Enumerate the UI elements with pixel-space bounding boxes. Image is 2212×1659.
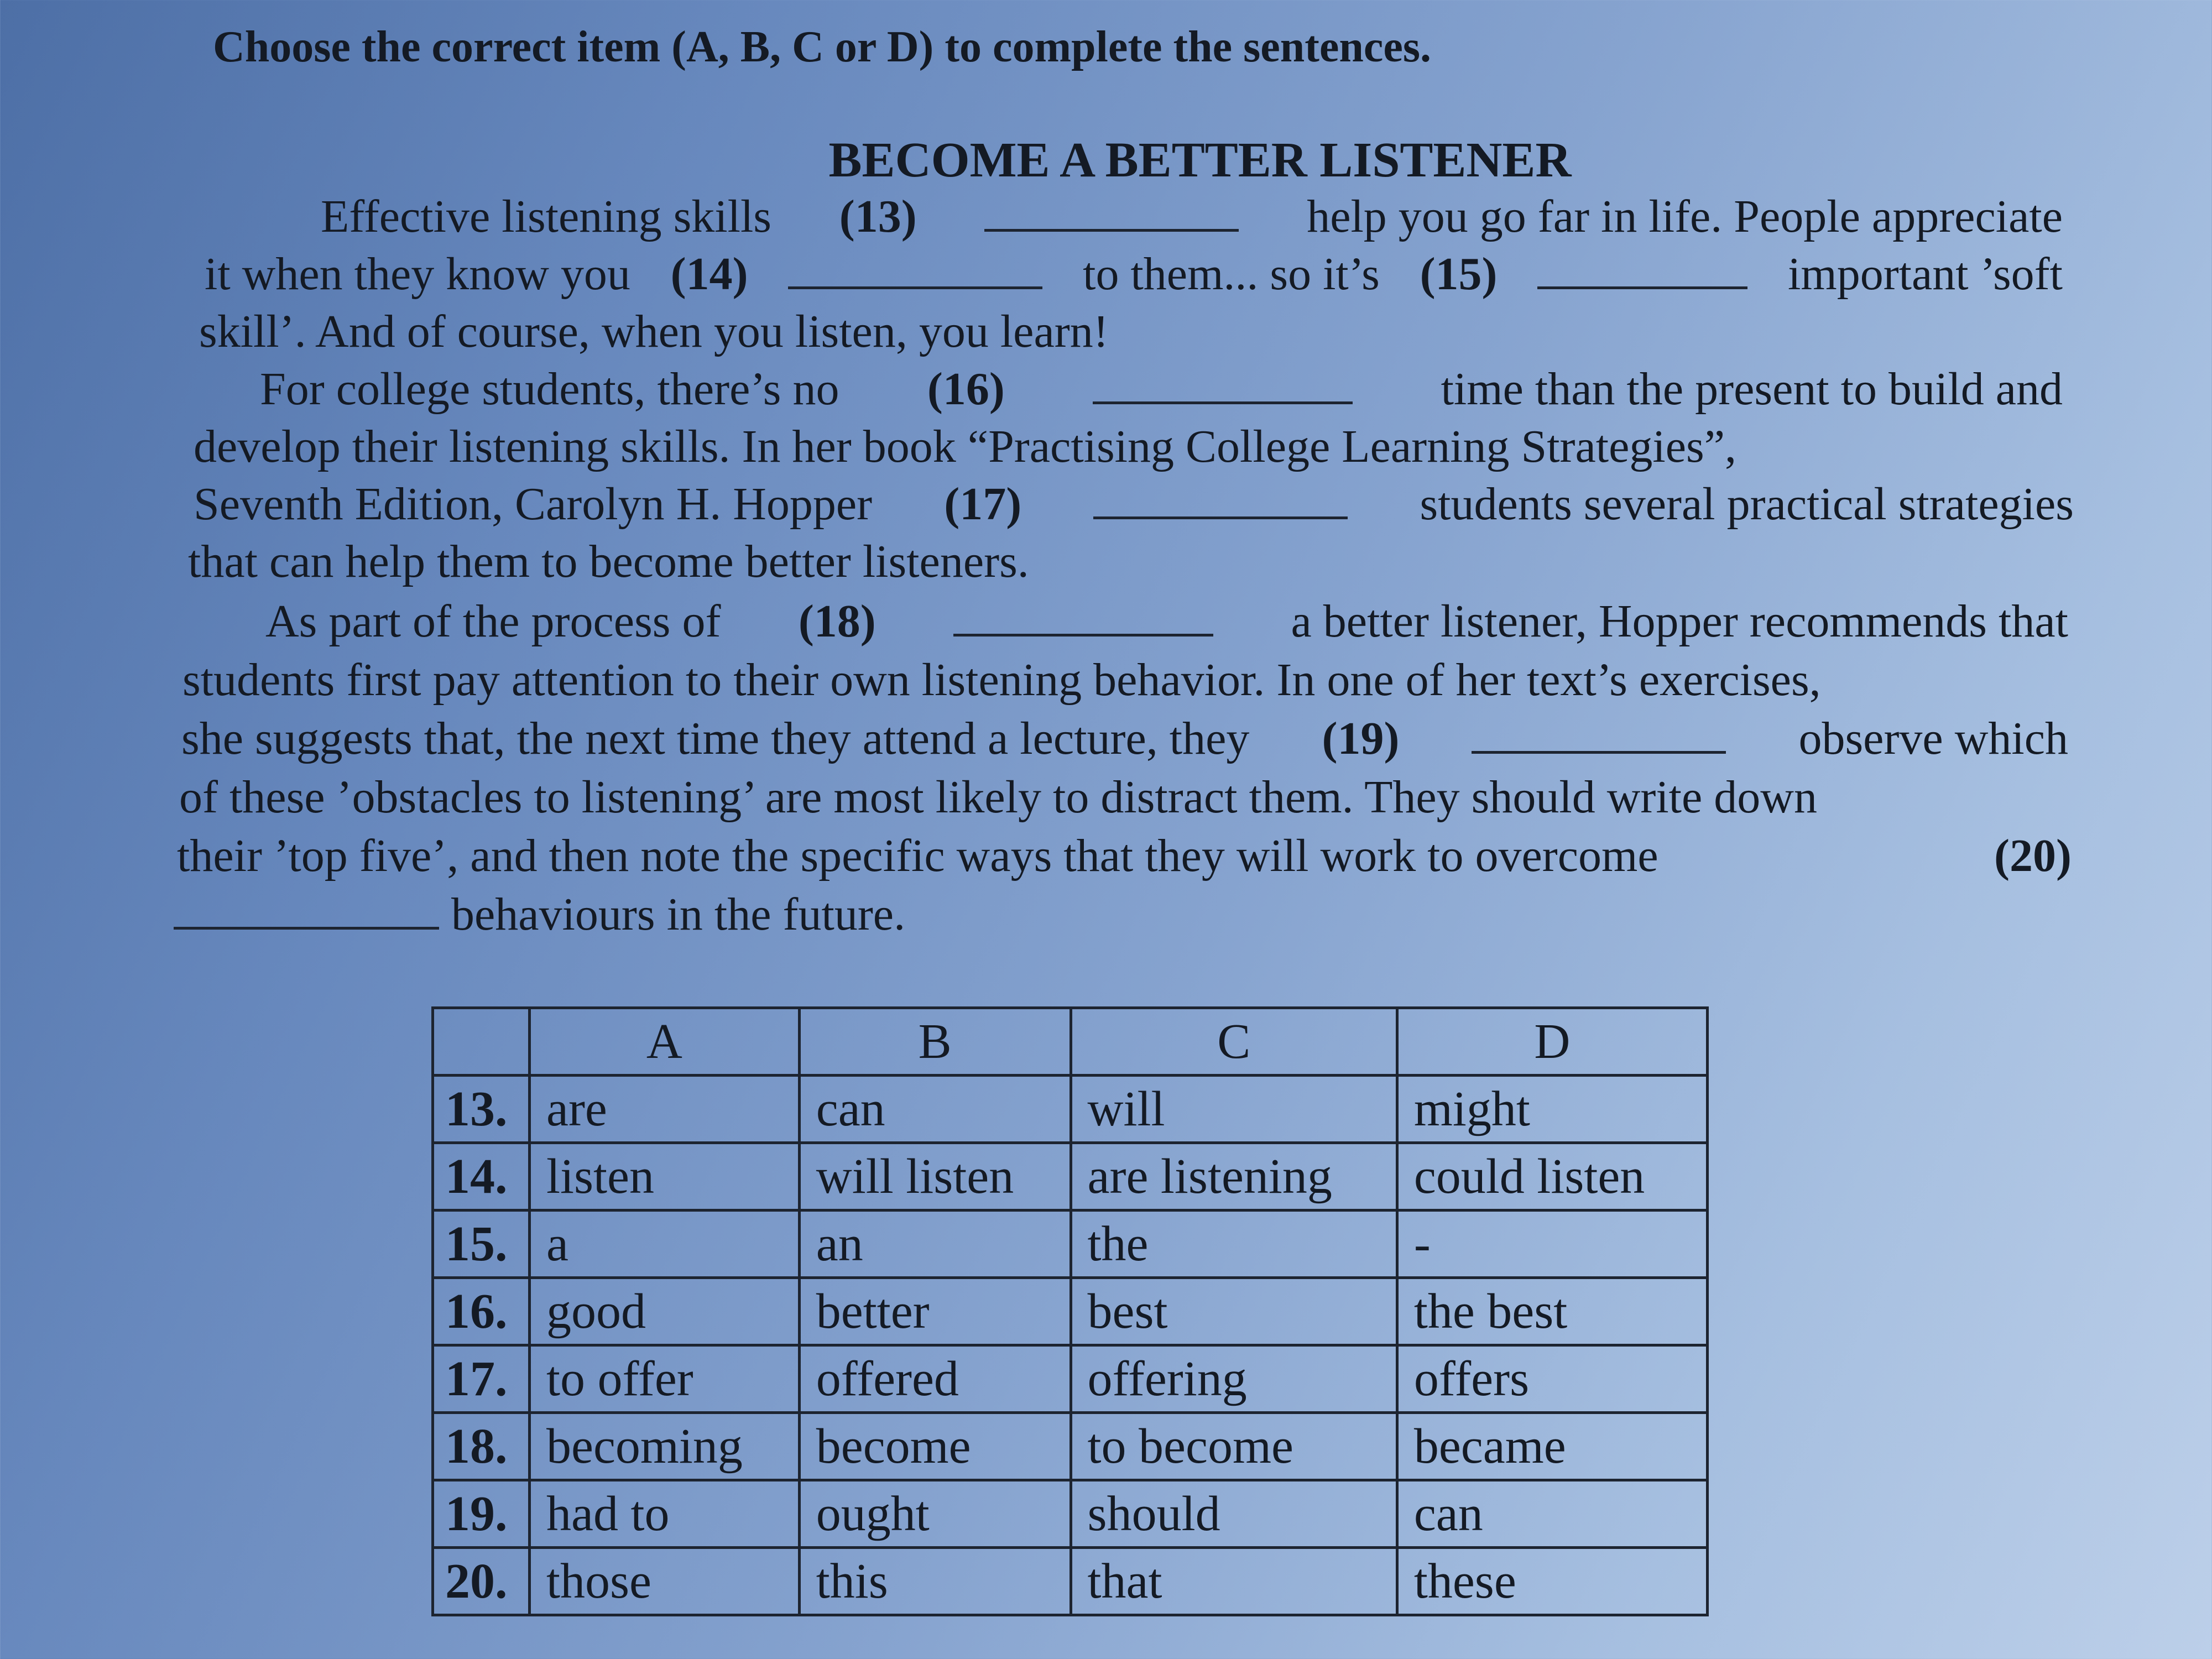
question-number: 13. bbox=[433, 1076, 530, 1143]
gap-number-14: (14) bbox=[670, 248, 748, 300]
option-a[interactable]: becoming bbox=[530, 1413, 800, 1480]
question-number: 16. bbox=[433, 1278, 530, 1345]
text-segment: time than the present to build and bbox=[1441, 363, 2063, 415]
option-b[interactable]: become bbox=[799, 1413, 1071, 1480]
option-c[interactable]: offering bbox=[1071, 1345, 1397, 1413]
option-a[interactable]: are bbox=[530, 1076, 800, 1143]
gap-number-18: (18) bbox=[798, 596, 876, 647]
table-row bbox=[433, 1345, 1708, 1413]
option-c[interactable]: the bbox=[1071, 1211, 1397, 1278]
paragraph-2 bbox=[182, 361, 2074, 591]
option-c[interactable]: are listening bbox=[1071, 1143, 1397, 1211]
paragraph-line bbox=[179, 769, 2069, 826]
paragraph-line bbox=[265, 593, 2068, 650]
gap-blank-13[interactable] bbox=[984, 196, 1239, 232]
option-b[interactable]: offered bbox=[799, 1345, 1071, 1413]
gap-blank-15[interactable] bbox=[1537, 253, 1747, 289]
option-c[interactable]: will bbox=[1071, 1076, 1397, 1143]
option-a[interactable]: listen bbox=[530, 1143, 800, 1211]
option-a[interactable]: to offer bbox=[530, 1345, 800, 1413]
option-b[interactable]: can bbox=[799, 1076, 1071, 1143]
option-d[interactable]: could listen bbox=[1397, 1143, 1707, 1211]
table-row bbox=[433, 1211, 1708, 1278]
answer-options-table bbox=[431, 1006, 1709, 1616]
option-b[interactable]: ought bbox=[799, 1480, 1071, 1548]
option-c[interactable]: should bbox=[1071, 1480, 1397, 1548]
gap-number-16: (16) bbox=[927, 363, 1005, 415]
gap-number-13: (13) bbox=[839, 191, 917, 242]
option-a[interactable]: good bbox=[530, 1278, 800, 1345]
table-header-row bbox=[433, 1008, 1708, 1076]
option-d[interactable]: might bbox=[1397, 1076, 1707, 1143]
instruction: Choose the correct item (A, B, C or D) to complete the sentences. bbox=[213, 23, 1432, 71]
option-d[interactable]: these bbox=[1397, 1548, 1707, 1615]
gap-number-19: (19) bbox=[1322, 713, 1400, 764]
text-segment: that can help them to become better listeners. bbox=[188, 536, 1029, 587]
passage-title: BECOME A BETTER LISTENER bbox=[828, 133, 1572, 187]
question-number: 18. bbox=[433, 1413, 530, 1480]
paragraph-1 bbox=[182, 188, 2063, 361]
table-row bbox=[433, 1076, 1708, 1143]
paragraph-line bbox=[188, 533, 2063, 591]
option-d[interactable]: can bbox=[1397, 1480, 1707, 1548]
paragraph-line bbox=[260, 361, 2063, 418]
table-row bbox=[433, 1413, 1708, 1480]
gap-blank-20[interactable] bbox=[174, 894, 439, 930]
header-cell-c: C bbox=[1071, 1008, 1397, 1076]
text-segment: observe which bbox=[1798, 713, 2068, 764]
option-b[interactable]: will listen bbox=[799, 1143, 1071, 1211]
text-segment: students several practical strategies bbox=[1420, 478, 2074, 530]
gap-blank-17[interactable] bbox=[1093, 483, 1348, 519]
gap-blank-16[interactable] bbox=[1093, 368, 1353, 404]
paragraph-line bbox=[177, 827, 2072, 885]
paragraph-3 bbox=[177, 593, 2072, 947]
text-segment: students first pay attention to their own listening behavior. In one of her text’s exercises, bbox=[182, 654, 1821, 706]
table-row bbox=[433, 1548, 1708, 1615]
gap-blank-18[interactable] bbox=[953, 601, 1213, 637]
text-segment: For college students, there’s no bbox=[260, 363, 839, 415]
option-b[interactable]: better bbox=[799, 1278, 1071, 1345]
text-segment: Effective listening skills bbox=[321, 191, 771, 242]
option-d[interactable]: offers bbox=[1397, 1345, 1707, 1413]
paragraph-line bbox=[321, 188, 2063, 246]
header-cell-a: A bbox=[530, 1008, 800, 1076]
question-number: 20. bbox=[433, 1548, 530, 1615]
option-b[interactable]: an bbox=[799, 1211, 1071, 1278]
paragraph-line bbox=[194, 476, 2074, 533]
question-number: 17. bbox=[433, 1345, 530, 1413]
table-row bbox=[433, 1143, 1708, 1211]
text-segment: skill’. And of course, when you listen, you learn! bbox=[199, 306, 1109, 357]
paragraph-line bbox=[174, 886, 2063, 943]
text-segment: their ’top five’, and then note the specific ways that they will work to overcome bbox=[177, 830, 1658, 881]
option-d[interactable]: became bbox=[1397, 1413, 1707, 1480]
gap-number-20: (20) bbox=[1994, 830, 2072, 881]
option-c[interactable]: to become bbox=[1071, 1413, 1397, 1480]
option-d[interactable]: - bbox=[1397, 1211, 1707, 1278]
question-number: 19. bbox=[433, 1480, 530, 1548]
option-b[interactable]: this bbox=[799, 1548, 1071, 1615]
option-a[interactable]: a bbox=[530, 1211, 800, 1278]
text-segment: to them... so it’s bbox=[1083, 248, 1380, 300]
text-segment: As part of the process of bbox=[265, 596, 721, 647]
table-row bbox=[433, 1278, 1708, 1345]
paragraph-line bbox=[194, 418, 2063, 476]
gap-number-15: (15) bbox=[1420, 248, 1498, 300]
paragraph-line bbox=[181, 710, 2068, 768]
option-c[interactable]: best bbox=[1071, 1278, 1397, 1345]
paragraph-line bbox=[205, 246, 2063, 303]
header-cell-empty bbox=[433, 1008, 530, 1076]
table-row bbox=[433, 1480, 1708, 1548]
header-cell-b: B bbox=[799, 1008, 1071, 1076]
text-segment: a better listener, Hopper recommends that bbox=[1291, 596, 2068, 647]
text-segment: it when they know you bbox=[205, 248, 630, 300]
question-number: 14. bbox=[433, 1143, 530, 1211]
text-segment: Seventh Edition, Carolyn H. Hopper bbox=[194, 478, 873, 530]
text-segment: help you go far in life. People appreciate bbox=[1307, 191, 2063, 242]
gap-number-17: (17) bbox=[944, 478, 1022, 530]
text-segment: she suggests that, the next time they attend a lecture, they bbox=[181, 713, 1250, 764]
text-segment: important ’soft bbox=[1788, 248, 2063, 300]
text-segment: behaviours in the future. bbox=[451, 889, 906, 940]
paragraph-line bbox=[182, 651, 2068, 709]
option-a[interactable]: had to bbox=[530, 1480, 800, 1548]
text-segment: develop their listening skills. In her book “Practising College Learning Strategies”, bbox=[194, 421, 1737, 472]
option-c[interactable]: that bbox=[1071, 1548, 1397, 1615]
gap-blank-14[interactable] bbox=[788, 253, 1042, 289]
gap-blank-19[interactable] bbox=[1472, 718, 1726, 754]
option-a[interactable]: those bbox=[530, 1548, 800, 1615]
question-number: 15. bbox=[433, 1211, 530, 1278]
text-segment: of these ’obstacles to listening’ are most likely to distract them. They should write down bbox=[179, 771, 1817, 823]
header-cell-d: D bbox=[1397, 1008, 1707, 1076]
paragraph-line bbox=[199, 303, 2063, 361]
option-d[interactable]: the best bbox=[1397, 1278, 1707, 1345]
